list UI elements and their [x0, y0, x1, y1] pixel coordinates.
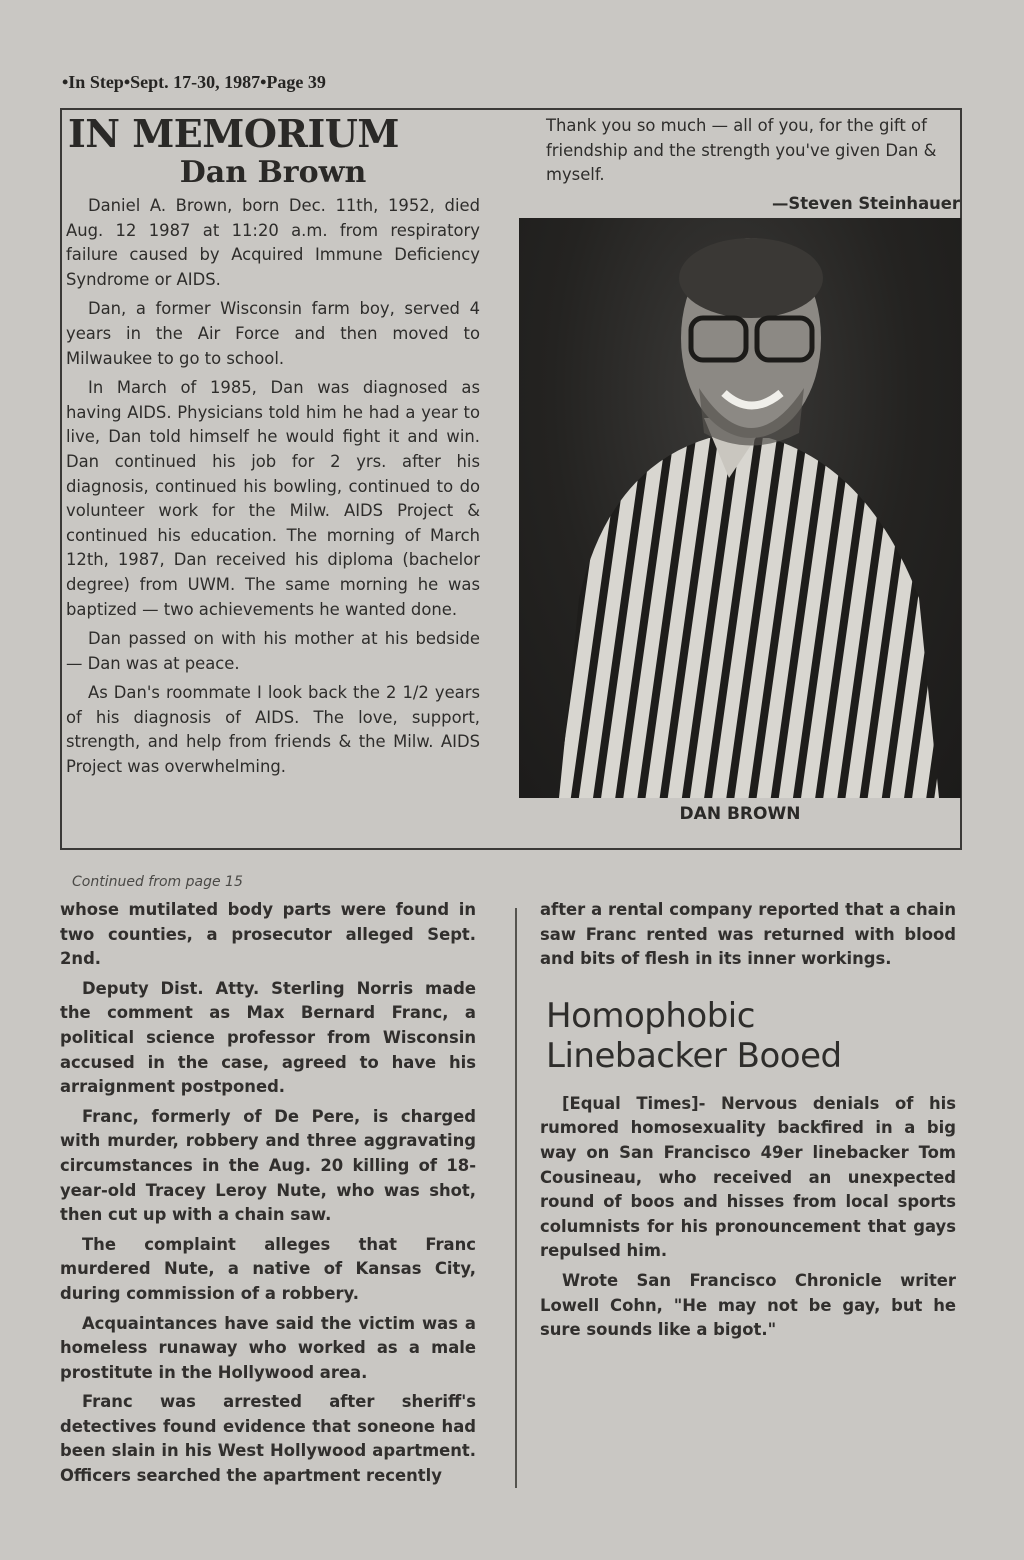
article-paragraph [540, 1092, 956, 1264]
memorial-box [60, 108, 962, 850]
article-paragraph: Deputy Dist. Atty. Sterling Norris made the comment as Max Bernard Franc, a political science professor from Wisconsin accused in the case, agreed to have his arraignment postponed. [60, 978, 476, 1097]
article-right-column [540, 898, 956, 1348]
memorial-paragraph: Daniel A. Brown, born Dec. 11th, 1952, died Aug. 12 1987 at 11:20 a.m. from respiratory failure caused by Acquired Immune Deficiency Syndrome or AIDS. [66, 196, 480, 289]
thanks-note: Thank you so much — all of you, for the gift of friendship and the strength you've given Dan & myself. [546, 116, 937, 185]
article-paragraph [540, 1269, 956, 1343]
portrait-illustration [519, 218, 961, 798]
headline-line-1: Homophobic [546, 995, 755, 1036]
article-paragraph: after a rental company reported that a chain saw Franc rented was returned with blood and bits of flesh in its inner workings. [540, 900, 956, 969]
publication-name: Chronicle [794, 1270, 882, 1290]
paragraph-text: Wrote San Francisco [562, 1270, 795, 1290]
photo-caption: DAN BROWN [679, 804, 801, 824]
portrait-photo [519, 218, 961, 798]
article-paragraph: whose mutilated body parts were found in two counties, a prosecutor alleged Sept. 2nd. [60, 900, 476, 969]
article-left-column [60, 898, 476, 1494]
memorial-paragraph: Dan passed on with his mother at his bedside — Dan was at peace. [66, 629, 480, 673]
article-paragraph: Franc, formerly of De Pere, is charged with murder, robbery and three aggravating circumstances in the Aug. 20 killing of 18-year-old Tracey Leroy Nute, who was shot, then cut up with a chain saw. [60, 1106, 476, 1225]
continued-note: Continued from page 15 [72, 874, 243, 890]
memorial-photo-column [520, 110, 960, 846]
article-paragraph: The complaint alleges that Franc murdered Nute, a native of Kansas City, during commission of a robbery. [60, 1234, 476, 1303]
article-headline [546, 996, 956, 1076]
source-tag: [Equal Times]- [562, 1093, 706, 1113]
signature: —Steven Steinhauer [772, 193, 960, 213]
memorial-paragraph: In March of 1985, Dan was diagnosed as having AIDS. Physicians told him he had a year to live, Dan told himself he would fight it and win. Dan continued his job for 2 yrs. after his diagnosis, continued his bowling, continued to do volunteer work for the Milw. AIDS Project & continued his education. The morning of March 12th, 1987, Dan received his diploma (bachelor degree) from UWM. The same morning he was baptized — two achievements he wanted done. [66, 378, 480, 619]
article-paragraph: Acquaintances have said the victim was a homeless runaway who worked as a male prostitute in the Hollywood area. [60, 1313, 476, 1382]
column-divider [515, 908, 517, 1488]
paragraph-text: writer Lowell Cohn, "He may not be gay, but he sure sounds like a bigot." [540, 1270, 956, 1340]
memorial-paragraph: As Dan's roommate I look back the 2 1/2 years of his diagnosis of AIDS. The love, support, strength, and help from friends & the Milw. AIDS Project was overwhelming. [66, 683, 480, 777]
memorial-title: IN MEMORIUM [68, 111, 399, 156]
headline-line-2: Linebacker Booed [546, 1035, 842, 1076]
paragraph-text: Nervous denials of his rumored homosexuality backfired in a big way on San Francisco 49er linebacker Tom Cousineau, who received an unexpected round of boos and hisses from local sports columnists for his pronouncement that gays repulsed him. [540, 1093, 956, 1261]
article-paragraph: Franc was arrested after sheriff's detectives found evidence that soneone had been slain in his West Hollywood apartment. Officers searched the apartment recently [60, 1392, 476, 1486]
memorial-paragraph: Dan, a former Wisconsin farm boy, served 4 years in the Air Force and then moved to Milwaukee to go to school. [66, 299, 480, 368]
memorial-name: Dan Brown [179, 155, 367, 190]
memorial-text-column [66, 112, 480, 785]
page-header: •In Step•Sept. 17-30, 1987•Page 39 [62, 72, 326, 92]
